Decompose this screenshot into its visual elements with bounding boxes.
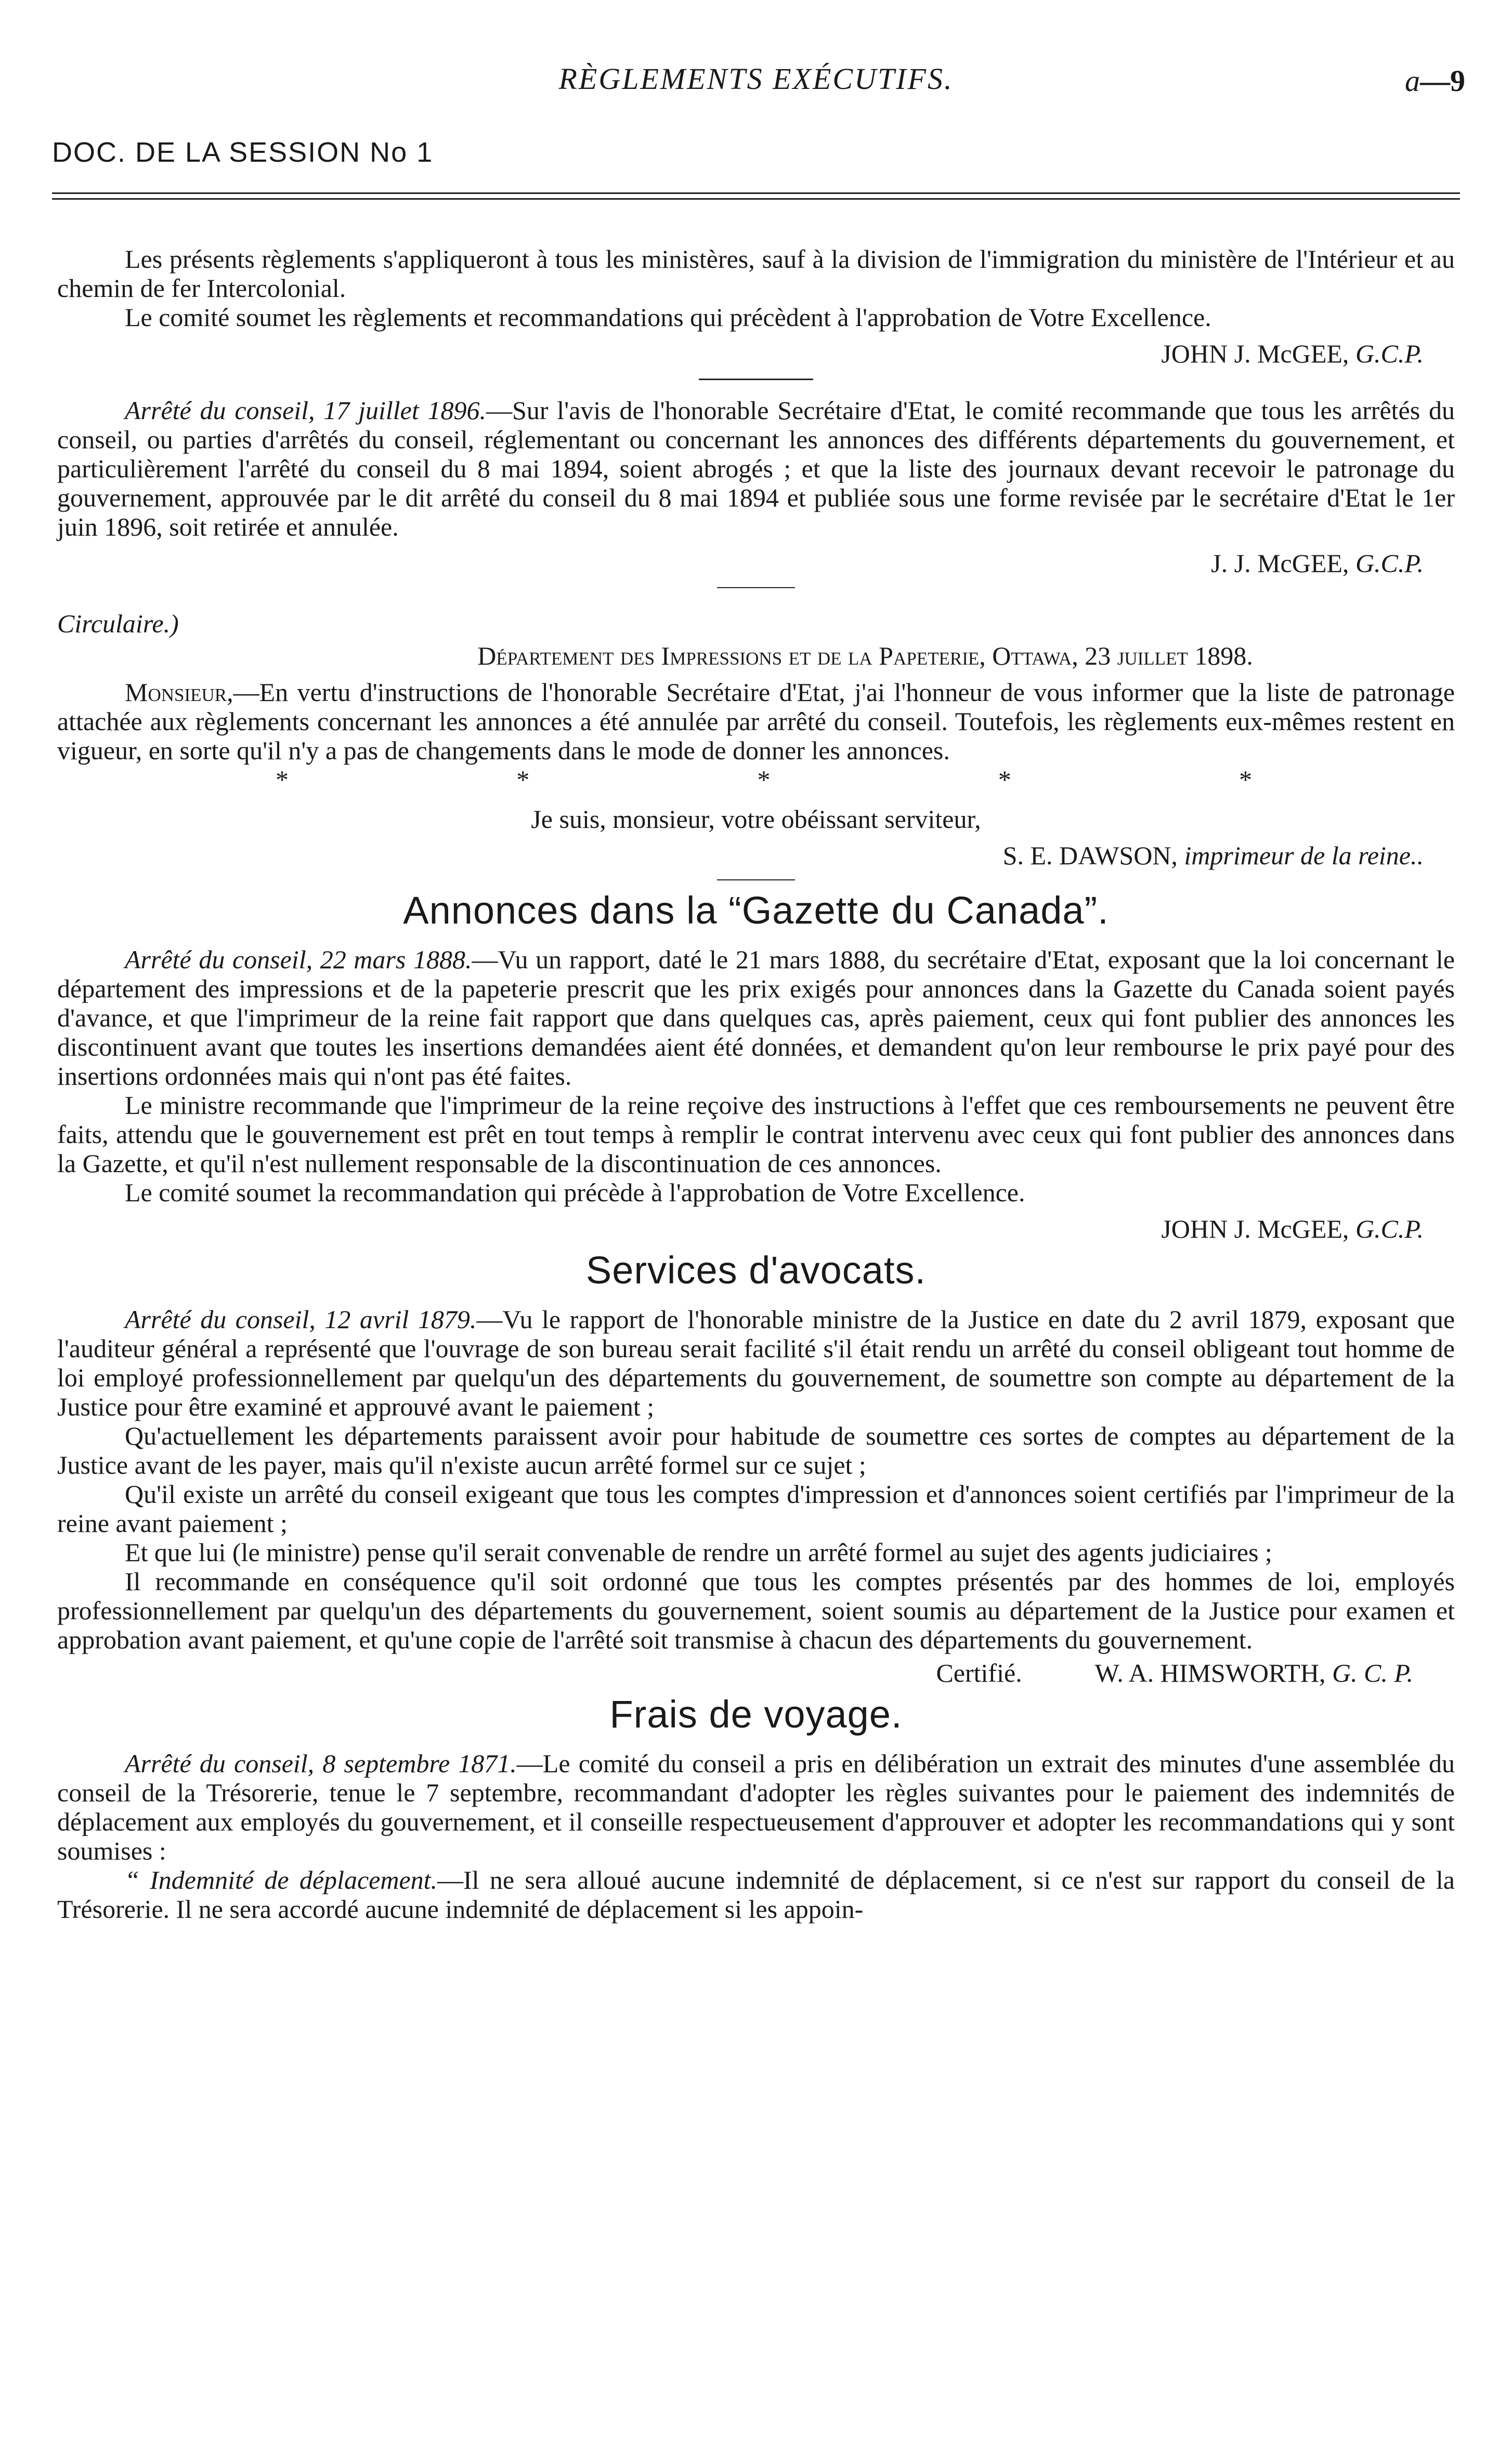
section-title-voyage: Frais de voyage. (609, 1693, 903, 1736)
department-line: Département des Impressions et de la Papeterie, Ottawa, 23 juillet 1898. (477, 641, 1253, 670)
signature: J. J. McGEE, G.C.P. (1211, 549, 1424, 578)
paragraph: Le comité soumet la recommandation qui précède à l'approbation de Votre Excellence. (125, 1178, 1025, 1207)
salutation: Monsieur, (125, 678, 233, 707)
paragraph: Arrêté du conseil, 8 septembre 1871.—Le comité du conseil a pris en délibération un extrait des minutes d'une assemblée du conseil de la Trésorerie, tenue le 7 septembre, recommandant d'adopter les règles suivantes pour le paiement des indemnités de déplacement aux employés du gouvernement, et il conseille respectueusement d'approuver et adopter les recommandations qui y sont soumises : (57, 1749, 1455, 1865)
paragraph: Arrêté du conseil, 12 avril 1879.—Vu le rapport de l'honorable ministre de la Justice en date du 2 avril 1879, exposant que l'auditeur général a représenté que l'ouvrage de son bureau serait facilité s'il était rendu un arrêté du conseil obligeant tout homme de loi employé professionnellement par quelqu'un des départements du gouvernement, de soumettre son compte au département de la Justice pour être examiné et approuvé avant le paiement ; (57, 1305, 1455, 1421)
paragraph: Et que lui (le ministre) pense qu'il serait convenable de rendre un arrêté formel au sujet des agents judiciaires ; (125, 1538, 1272, 1567)
paragraph: Qu'il existe un arrêté du conseil exigeant que tous les comptes d'impression et d'annonces soient certifiés par l'imprimeur de la reine avant paiement ; (57, 1479, 1455, 1538)
section-title-gazette: Annonces dans la “Gazette du Canada”. (403, 889, 1109, 932)
page-number (1405, 63, 1465, 98)
signature: S. E. DAWSON, imprimeur de la reine.. (1002, 841, 1424, 870)
certification-line: Certifié. W. A. HIMSWORTH, G. C. P. (936, 1658, 1413, 1687)
circular-label: Circulaire.) (57, 609, 179, 638)
paragraph: Le comité soumet les règlements et recommandations qui précèdent à l'approbation de Votre Excellence. (125, 303, 1211, 332)
section-title-avocats: Services d'avocats. (585, 1249, 927, 1292)
asterisk-row: * * * * * (276, 765, 1252, 794)
separator (717, 879, 795, 880)
separator (699, 379, 813, 380)
session-label: DOC. DE LA SESSION No 1 (52, 137, 434, 168)
closing-line: Je suis, monsieur, votre obéissant serviteur, (531, 804, 981, 834)
paragraph: Le ministre recommande que l'imprimeur de la reine reçoive des instructions à l'effet que ces remboursements ne peuvent être faits, attendu que le gouvernement est prêt en tout temps à remplir le contrat intervenu avec ceux qui font publier des annonces dans la Gazette, et qu'il n'est nullement responsable de la discontinuation de ces annonces. (57, 1090, 1455, 1178)
separator (717, 587, 795, 588)
body-text (57, 244, 1455, 1924)
paragraph: Monsieur,—En vertu d'instructions de l'honorable Secrétaire d'Etat, j'ai l'honneur de vous informer que la liste de patronage attachée aux règlements concernant les annonces a été annulée par arrêté du conseil. Toutefois, les règlements eux-mêmes restent en vigueur, en sorte qu'il n'y a pas de changements dans le mode de donner les annonces. (57, 678, 1455, 765)
signature: JOHN J. McGEE, G.C.P. (1161, 339, 1424, 368)
running-title: RÈGLEMENTS EXÉCUTIFS. (558, 62, 954, 96)
paragraph: Il recommande en conséquence qu'il soit ordonné que tous les comptes présentés par des hommes de loi, employés professionnellement par quelqu'un des départements du gouvernement, soient soumis au département de la Justice pour examen et approbation avant paiement, et qu'une copie de l'arrêté soit transmise à chacun des départements du gouvernement. (57, 1567, 1455, 1654)
page-prefix: a (1405, 64, 1420, 98)
paragraph: Arrêté du conseil, 22 mars 1888.—Vu un rapport, daté le 21 mars 1888, du secrétaire d'Etat, exposant que la loi concernant le département des impressions et de la papeterie prescrit que les prix exigés pour annonces dans la Gazette du Canada soient payés d'avance, et que l'imprimeur de la reine fait rapport que dans quelques cas, après paiement, ceux qui font publier des annonces les discontinuent avant que toutes les insertions demandées aient été données, et demandent qu'on leur rembourse le prix payé pour des insertions ordonnées mais qui n'ont pas été faites. (57, 945, 1455, 1090)
paragraph: Arrêté du conseil, 17 juillet 1896.—Sur l'avis de l'honorable Secrétaire d'Etat, le comité recommande que tous les arrêtés du conseil, ou parties d'arrêtés du conseil, réglementant ou concernant les annonces des différents départements du gouvernement, et particulièrement l'arrêté du conseil du 8 mai 1894, soient abrogés ; et que la liste des journaux devant recevoir le patronage du gouvernement, approuvée par le dit arrêté du conseil du 8 mai 1894 et publiée sous une forme revisée par le secrétaire d'Etat le 1er juin 1896, soit retirée et annulée. (57, 396, 1455, 541)
paragraph: Les présents règlements s'appliqueront à tous les ministères, sauf à la division de l'immigration du ministère de l'Intérieur et au chemin de fer Intercolonial. (57, 244, 1455, 303)
header-rule (52, 192, 1460, 200)
arrete-lead: Arrêté du conseil, 17 juillet 1896. (125, 396, 487, 425)
page-number-value: —9 (1420, 64, 1465, 98)
paragraph: “ Indemnité de déplacement.—Il ne sera alloué aucune indemnité de déplacement, si ce n'est sur rapport du conseil de la Trésorerie. Il ne sera accordé aucune indemnité de déplacement si les appoin- (57, 1865, 1455, 1924)
signature: JOHN J. McGEE, G.C.P. (1161, 1214, 1424, 1243)
paragraph: Qu'actuellement les départements paraissent avoir pour habitude de soumettre ces sortes de comptes au département de la Justice avant de les payer, mais qu'il n'existe aucun arrêté formel sur ce sujet ; (57, 1421, 1455, 1479)
